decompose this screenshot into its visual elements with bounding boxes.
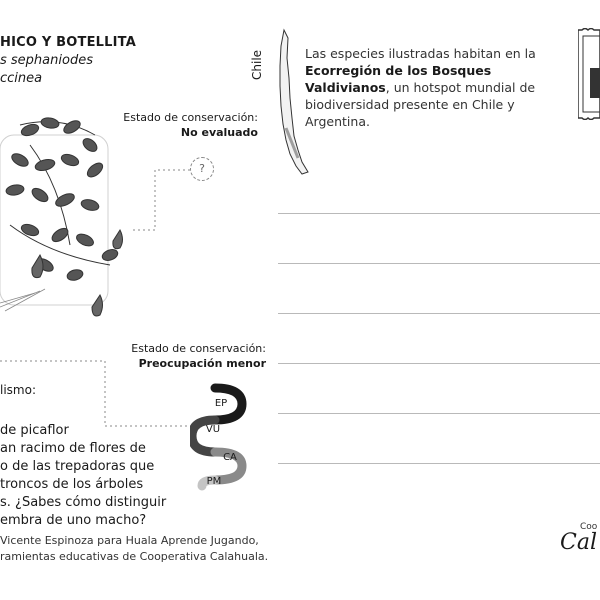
mutualism-line-3: o de las trepadoras que (0, 459, 155, 474)
mutualism-heading: lismo: (0, 383, 36, 397)
mutualism-line-2: an racimo de flores de (0, 441, 146, 456)
plant-conservation-value: No evaluado (180, 126, 258, 139)
logo-script-text: Cal (560, 530, 597, 555)
connector-line (130, 165, 192, 235)
mutualism-line-5: s. ¿Sabes cómo distinguir (0, 495, 167, 510)
ecoregion-text-part2: , un hotspot mundial de biodiversidad presente en Chile y Argentina. (305, 80, 536, 129)
mutualism-line-6: embra de uno macho? (0, 513, 147, 528)
scale-ep: EP (214, 398, 228, 409)
bird-conservation-value: Preocupación menor (138, 357, 266, 370)
scale-ca: CA (223, 452, 237, 463)
ecoregion-text-part1: Las especies ilustradas habitan en la (305, 46, 536, 61)
bird-conservation-label: Estado de conservación: (131, 342, 266, 355)
logo-small-text: Coo (580, 522, 598, 532)
ecoregion-highlight: Ecorregión de los Bosques Valdivianos (305, 63, 492, 95)
species-title: HICO Y BOTELLITA (0, 35, 137, 50)
address-line-1 (278, 213, 600, 214)
mutualism-line-4: troncos de los árboles (0, 477, 144, 492)
scale-vu: VU (205, 424, 221, 435)
mutualism-line-1: de picaflor (0, 423, 69, 438)
unknown-status-icon: ? (190, 157, 214, 181)
stamp-icon (578, 28, 600, 120)
scientific-name-2: ccinea (0, 71, 43, 86)
botellita-plant-illustration (0, 105, 140, 335)
map-label: Chile (250, 49, 264, 80)
credits-line-2: ramientas educativas de Cooperativa Calahuala. (0, 550, 269, 563)
conservation-scale-snake (190, 382, 260, 494)
plant-conservation-label: Estado de conservación: (123, 111, 258, 124)
address-line-4 (278, 363, 600, 364)
scale-pm: PM (206, 476, 222, 487)
address-line-3 (278, 313, 600, 314)
credits-line-1: Vicente Espinoza para Huala Aprende Jugando, (0, 534, 259, 547)
address-line-6 (278, 463, 600, 464)
address-line-2 (278, 263, 600, 264)
ecoregion-text (305, 45, 545, 130)
address-line-5 (278, 413, 600, 414)
scientific-name-1: s sephaniodes (0, 53, 93, 68)
